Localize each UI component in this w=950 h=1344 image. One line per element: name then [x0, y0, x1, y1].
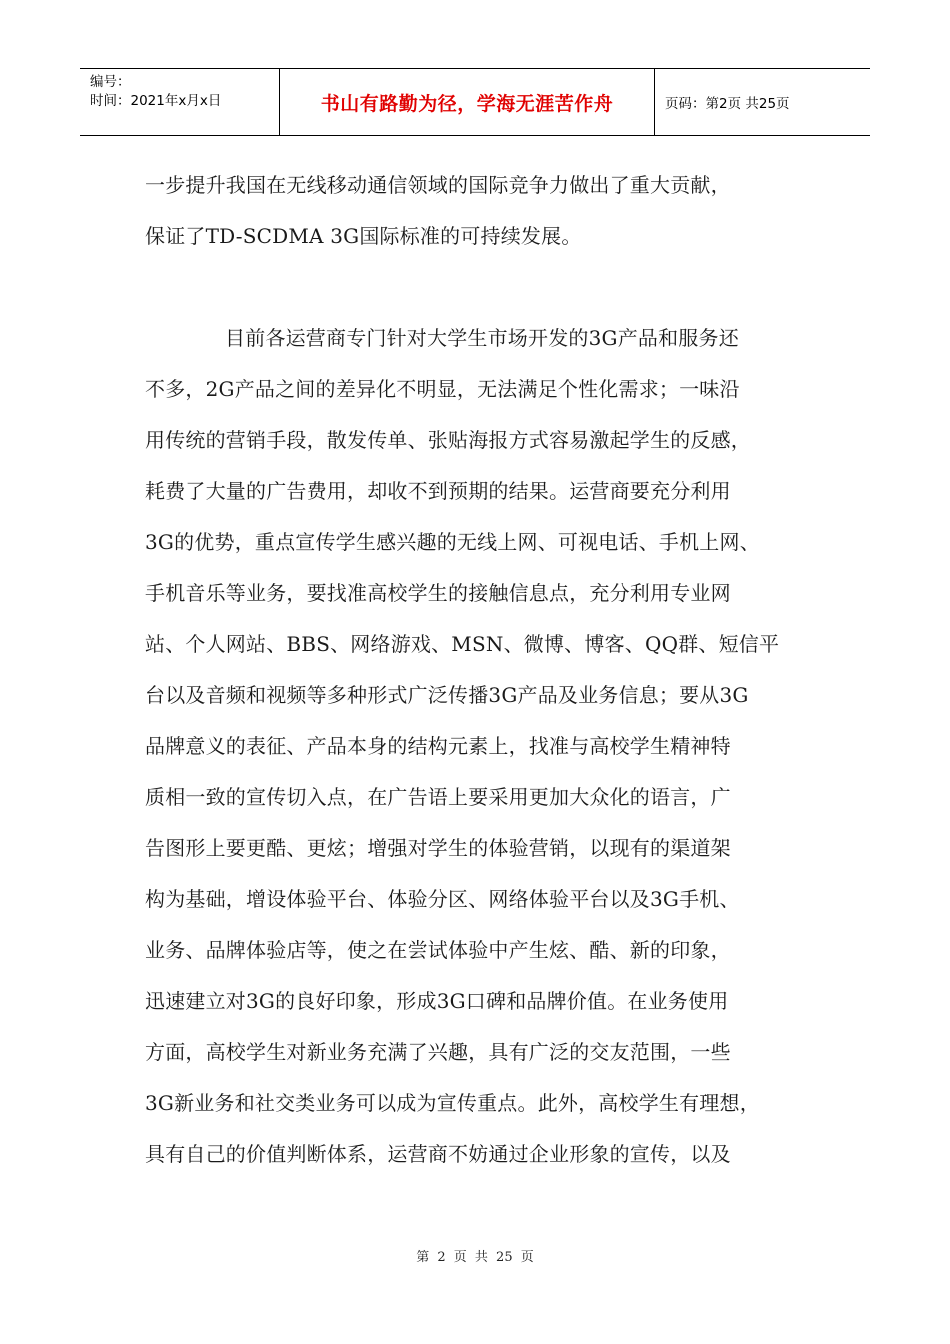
- text-line: 保证了TD-SCDMA 3G国际标准的可持续发展。: [145, 224, 582, 248]
- text-line: 一步提升我国在无线移动通信领域的国际竞争力做出了重大贡献，: [145, 173, 731, 197]
- text-line: 迅速建立对3G的良好印象，形成3G口碑和品牌价值。在业务使用: [145, 989, 729, 1013]
- text-line: 具有自己的价值判断体系，运营商不妨通过企业形象的宣传，以及: [145, 1142, 731, 1166]
- header-motto: 书山有路勤为径，学海无涯苦作舟: [280, 69, 655, 135]
- paragraph-2: [145, 313, 825, 1180]
- document-date-label: 时间：2021年x月x日: [90, 93, 222, 109]
- text-line: 不多，2G产品之间的差异化不明显，无法满足个性化需求；一味沿: [145, 377, 740, 401]
- text-line: 手机音乐等业务，要找准高校学生的接触信息点，充分利用专业网: [145, 581, 731, 605]
- text-line: 告图形上要更酷、更炫；增强对学生的体验营销，以现有的渠道架: [145, 836, 731, 860]
- document-number-label: 编号：: [90, 74, 131, 90]
- text-line: 业务、品牌体验店等，使之在尝试体验中产生炫、酷、新的印象，: [145, 938, 731, 962]
- header-page-info: 页码：第2页 共25页: [665, 96, 790, 112]
- text-line: 台以及音频和视频等多种形式广泛传播3G产品及业务信息；要从3G: [145, 683, 749, 707]
- text-line: 3G新业务和社交类业务可以成为宣传重点。此外，高校学生有理想，: [145, 1091, 760, 1115]
- page-footer: 第 2 页 共 25 页: [416, 1250, 534, 1265]
- text-line: 品牌意义的表征、产品本身的结构元素上，找准与高校学生精神特: [145, 734, 731, 758]
- text-line: 3G的优势，重点宣传学生感兴趣的无线上网、可视电话、手机上网、: [145, 530, 760, 554]
- text-line: 目前各运营商专门针对大学生市场开发的3G产品和服务还: [225, 326, 739, 350]
- text-line: 耗费了大量的广告费用，却收不到预期的结果。运营商要充分利用: [145, 479, 731, 503]
- paragraph-gap: [145, 262, 825, 313]
- text-line: 站、个人网站、BBS、网络游戏、MSN、微博、博客、QQ群、短信平: [145, 632, 780, 656]
- page-header: [80, 68, 870, 136]
- document-body: [145, 160, 825, 1180]
- text-line: 质相一致的宣传切入点，在广告语上要采用更加大众化的语言，广: [145, 785, 731, 809]
- text-line: 方面，高校学生对新业务充满了兴趣，具有广泛的交友范围，一些: [145, 1040, 731, 1064]
- paragraph-1: [145, 160, 825, 262]
- header-meta: [80, 69, 280, 135]
- text-line: 用传统的营销手段，散发传单、张贴海报方式容易激起学生的反感，: [145, 428, 751, 452]
- text-line: 构为基础，增设体验平台、体验分区、网络体验平台以及3G手机、: [145, 887, 740, 911]
